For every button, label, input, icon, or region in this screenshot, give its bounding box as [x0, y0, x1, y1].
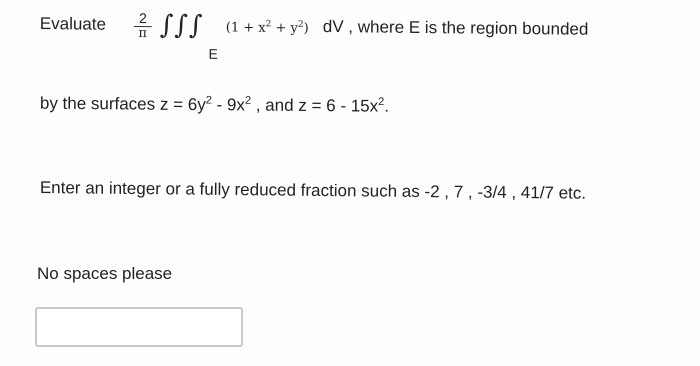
region-symbol: E — [208, 45, 218, 62]
surfaces-description: by the surfaces $z = 6y^2 - 9x^2$ , and $z = 6 - 15x^2$. — [39, 93, 390, 116]
answer-input[interactable] — [35, 307, 243, 347]
triple-integral-icon: ∫∫∫ — [159, 10, 204, 41]
fraction-numerator: 2 — [134, 11, 152, 27]
format-hint: Enter an integer or a fully reduced fraction such as -2 , 7 , -3/4 , 41/7 etc. — [39, 178, 587, 203]
fraction-denominator: π — [138, 26, 148, 42]
evaluate-label: Evaluate — [39, 13, 107, 34]
coefficient-fraction — [134, 11, 152, 41]
problem-statement — [39, 8, 690, 75]
region-description: dV , where E is the region bounded — [322, 16, 589, 39]
spaces-note: No spaces please — [37, 264, 173, 283]
integrand: $(1 + x^2 + y^2)$ — [225, 19, 309, 37]
